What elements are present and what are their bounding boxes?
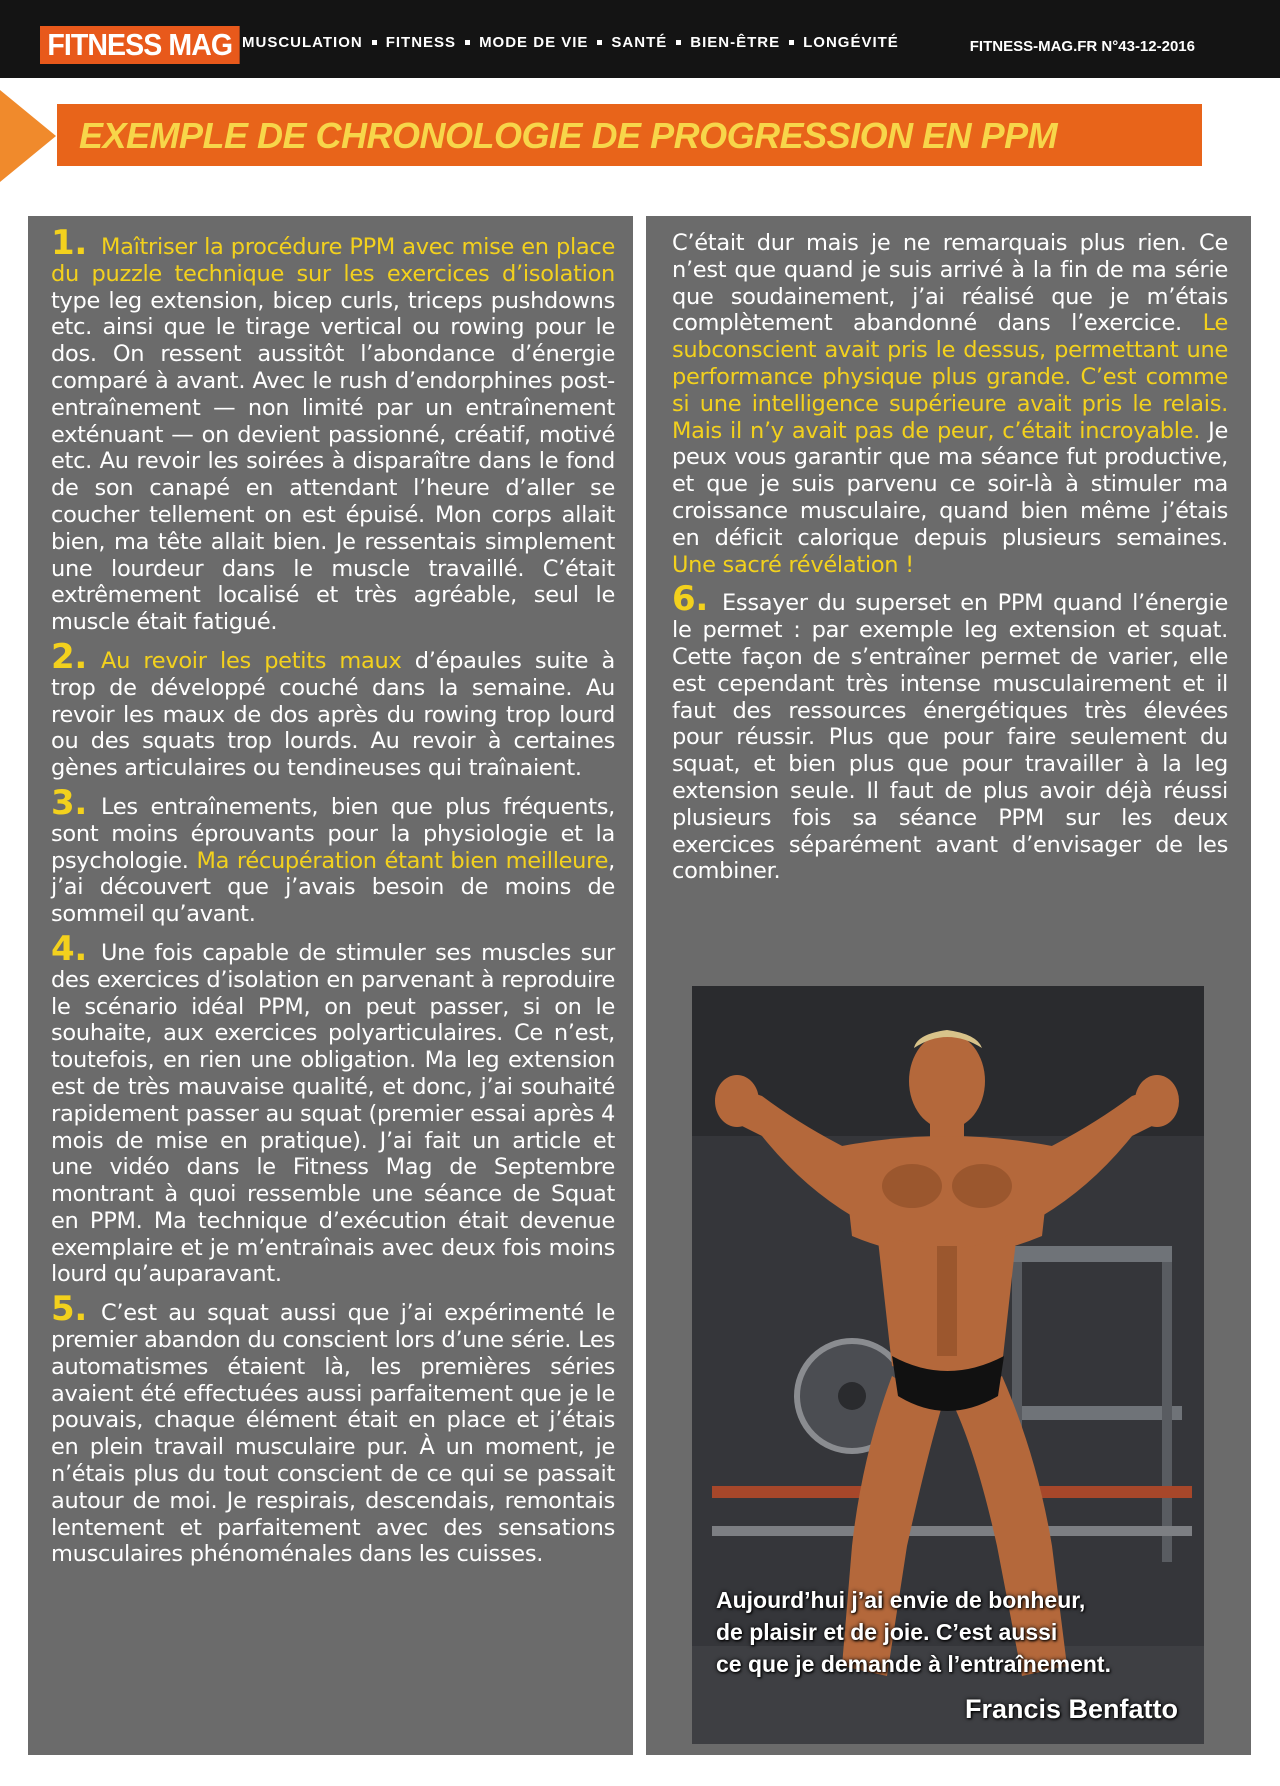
highlight-text: Ma récupération étant bien meilleure — [196, 847, 609, 874]
body-text: Une fois capable de stimuler ses muscles sur des exercices d’isolation en parvenant à reproduire le scénario idéal PPM, on peut passer, si on le souhaite, aux exercices polyarticulaires. Ce n’est, toutefois, en rien une obligation. Ma leg extension est de très mauvaise qualité, et donc, j’ai souhaité rapidement passer au squat (premier essai après 4 mois de mise en pratique). J’ai fait un article et une vidéo dans le Fitness Mag de Septembre montrant à quoi ressemble une séance de Squat en PPM. Ma technique d’exécution était devenue exemplaire et je m’entraînais avec deux fois moins lourd qu’auparavant. — [51, 939, 615, 1288]
issue-number: FITNESS-MAG.FR N°43-12-2016 — [969, 38, 1195, 55]
step-6-paragraph — [672, 579, 1228, 885]
step-number: 6. — [672, 579, 708, 620]
highlight-text: Maîtriser la procédure PPM avec mise en place du puzzle technique sur les exercices d’isolation — [51, 234, 615, 287]
step-number: 3. — [51, 782, 87, 823]
step-5-paragraph — [51, 1289, 615, 1568]
heading-arrow-icon — [0, 90, 56, 182]
body-text: Je peux vous garantir que ma séance fut productive, et que je suis parvenu ce soir-là à stimuler ma croissance musculaire, quand bien même j’étais en déficit calorique depuis plusieurs semaines. — [672, 417, 1228, 551]
quote-line: de plaisir et de joie. C’est aussi — [716, 1619, 1058, 1645]
heading-banner — [57, 104, 1202, 166]
nav-item-fitness[interactable]: FITNESS — [363, 34, 456, 51]
magazine-logo[interactable]: FITNESS MAG — [40, 26, 239, 64]
step-2-paragraph — [51, 636, 615, 782]
step-number: 2. — [51, 636, 87, 677]
bodybuilder-photo — [692, 986, 1204, 1744]
step-5-continued-paragraph — [672, 230, 1228, 578]
step-number: 4. — [51, 928, 87, 969]
body-text: type leg extension, bicep curls, triceps pushdowns etc. ainsi que le tirage vertical ou rowing pour le dos. On ressent aussitôt l’abondance d’énergie comparé à avant. Avec le rush d’endorphines post-entraînement — non limité par un entraînement exténuant — on devient passionné, créatif, motivé etc. Au revoir les soirées à disparaître dans le fond de son canapé en attendant l’heure d’aller se coucher tellement on est épuisé. Mon corps allait bien, ma tête allait bien. Je ressentais simplement une lourdeur dans le muscle travaillé. C’était extrêmement localisé et très agréable, seul le muscle était fatigué. — [51, 287, 615, 636]
step-number: 5. — [51, 1289, 87, 1330]
quote-line: ce que je demande à l’entraînement. — [716, 1651, 1111, 1677]
top-bar — [0, 0, 1280, 78]
body-text: C’est au squat aussi que j’ai expérimenté le premier abandon du conscient lors d’une série. Les automatismes étaient là, les premières séries avaient été effectuées aussi parfaitement que je le pouvais, chaque élément était en place et j’étais en plein travail musculaire pur. À un moment, je n’étais plus du tout conscient de ce qui se passait autour de moi. Je respirais, descendais, remontais lentement et parfaitement avec des sensations musculaires phénoménales dans les cuisses. — [51, 1300, 615, 1568]
body-text: C’était dur mais je ne remarquais plus rien. Ce n’est que quand je suis arrivé à la fin de ma série que soudainement, j’ai réalisé que je m’étais complètement abandonné dans l’exercice. — [672, 230, 1228, 337]
body-text: Essayer du superset en PPM quand l’énergie le permet : par exemple leg extension et squat. Cette façon de s’entraîner permet de varier, elle est cependant très intense musculairement et il faut des ressources énergétiques très élevées pour réussir. Plus que pour faire seulement du squat, et bien plus que pour travailler à la leg extension seule. Il faut de plus avoir déjà réussi plusieurs fois sa séance PPM sur les deux exercices séparément avant d’envisager de les combiner. — [672, 590, 1228, 885]
nav-item-mode-de-vie[interactable]: MODE DE VIE — [456, 34, 588, 51]
highlight-text: Une sacré révélation ! — [672, 551, 914, 578]
quote-author: Francis Benfatto — [964, 1694, 1178, 1724]
body-text: d’épaules suite à trop de développé couché dans la semaine. Au revoir les maux de dos après du rowing trop lourd ou des squats trop lourds. Au revoir à certaines gènes articulaires ou tendineuses qui traînaient. — [51, 647, 615, 782]
left-column — [28, 216, 633, 1755]
body-text: Les entraînements, bien que plus fréquents, sont moins éprouvants pour la physiologie et la psychologie. — [51, 793, 615, 874]
quote-line: Aujourd’hui j’ai envie de bonheur, — [716, 1587, 1086, 1613]
step-1-paragraph — [51, 223, 615, 636]
photo-quote — [716, 1584, 1111, 1680]
article-heading: EXEMPLE DE CHRONOLOGIE DE PROGRESSION EN PPM — [79, 115, 1058, 156]
body-text: , j’ai découvert que j’avais besoin de moins de sommeil qu’avant. — [51, 847, 616, 928]
step-3-paragraph — [51, 782, 616, 928]
step-number: 1. — [51, 223, 87, 263]
nav-item-sante[interactable]: SANTÉ — [588, 34, 667, 51]
nav-item-bien-etre[interactable]: BIEN-ÊTRE — [667, 34, 780, 51]
nav-item-longevite[interactable]: LONGÉVITÉ — [780, 34, 899, 51]
section-nav — [242, 34, 899, 51]
nav-item-musculation[interactable]: MUSCULATION — [242, 34, 363, 51]
step-4-paragraph — [51, 928, 615, 1288]
highlight-text: Le subconscient avait pris le dessus, permettant une performance physique plus grande. C’est comme si une intelligence supérieure avait pris le relais. Mais il n’y avait pas de peur, c’était incroyable. — [672, 310, 1228, 444]
highlight-text: Au revoir les petits maux — [100, 647, 402, 674]
